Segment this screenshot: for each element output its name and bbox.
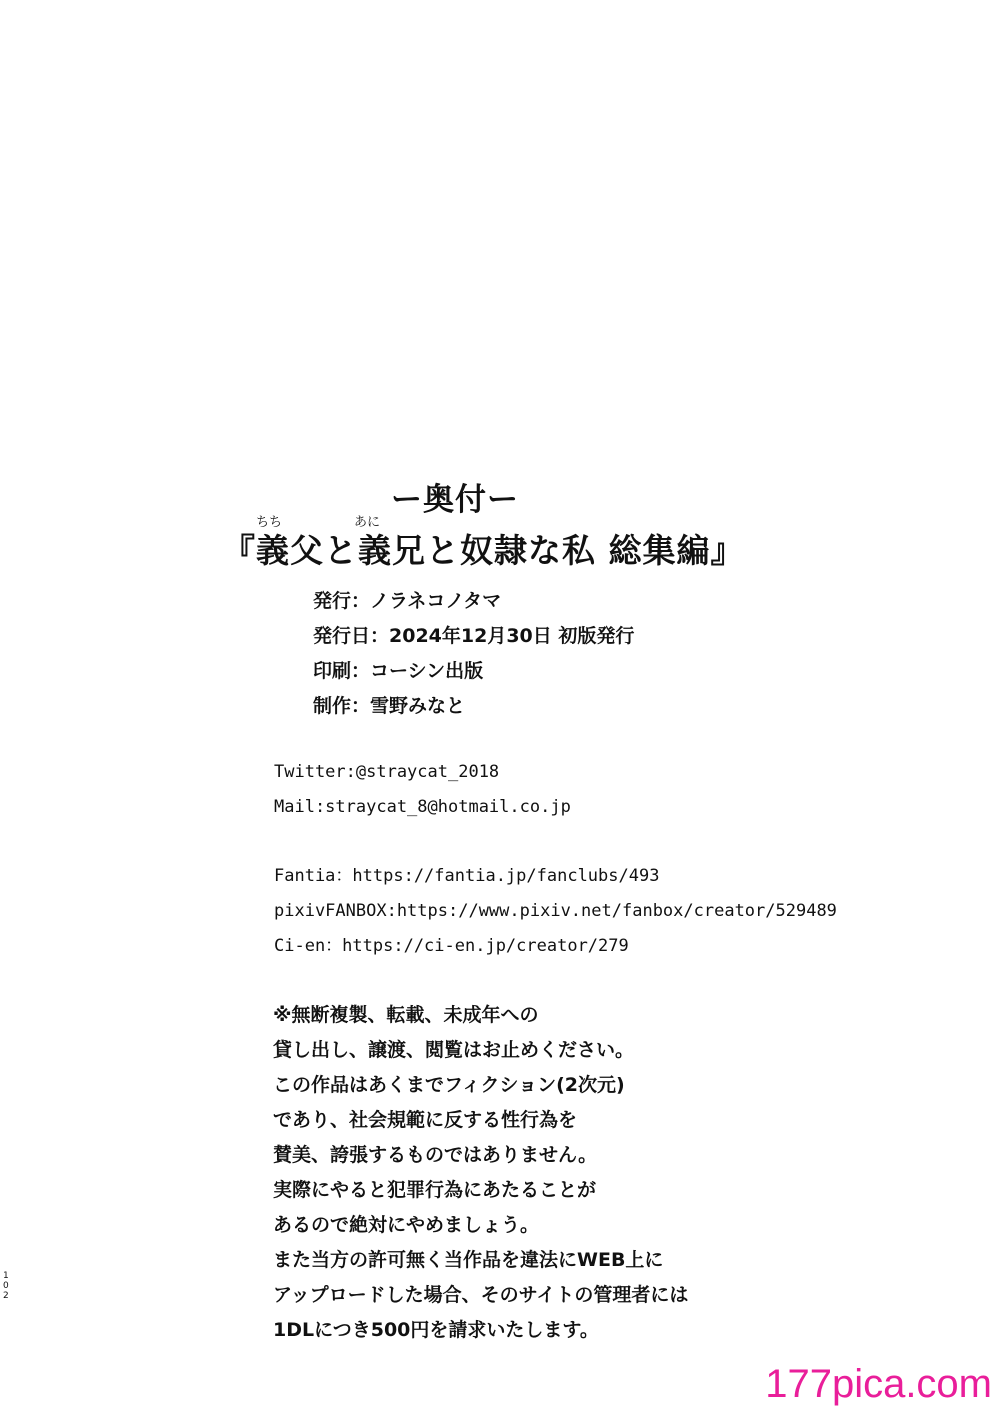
title-ruby-chichi: ちち: [256, 515, 283, 530]
notice-line: 1DLにつき500円を請求いたします。: [273, 1319, 599, 1341]
contact-list: [274, 755, 571, 825]
title-ruby-ani: あに: [354, 515, 381, 530]
fan-site-links: [274, 859, 837, 964]
credit-printer: 印刷：コーシン出版: [313, 660, 484, 682]
contact-mail[interactable]: Mail:straycat_8@hotmail.co.jp: [274, 797, 571, 817]
notice-line: ※無断複製、転載、未成年への: [273, 1004, 539, 1026]
page-number: 102: [3, 1271, 9, 1301]
book-title: 『義父と義兄と奴隷な私 総集編』: [222, 531, 745, 570]
notice-line: アップロードした場合、そのサイトの管理者には: [273, 1284, 689, 1306]
notice-line: 実際にやると犯罪行為にあたることが: [273, 1179, 597, 1201]
notice-line: 賛美、誇張するものではありません。: [273, 1144, 598, 1166]
notice-line: また当方の許可無く当作品を違法にWEB上に: [273, 1249, 664, 1271]
credit-publisher: 発行：ノラネコノタマ: [313, 590, 502, 612]
legal-notice: [273, 998, 688, 1348]
credit-author: 制作：雪野みなと: [313, 695, 466, 717]
site-watermark[interactable]: 177pica.com: [765, 1362, 992, 1406]
credits-list: [313, 584, 634, 724]
book-title-block: [222, 512, 745, 572]
colophon-heading: ー奥付ー: [391, 482, 519, 518]
notice-line: であり、社会規範に反する性行為を: [273, 1109, 578, 1131]
notice-line: 貸し出し、譲渡、閲覧はお止めください。: [273, 1039, 635, 1061]
link-ci-en[interactable]: Ci-en：https://ci-en.jp/creator/279: [274, 936, 629, 956]
link-fantia[interactable]: Fantia：https://fantia.jp/fanclubs/493: [274, 866, 660, 886]
contact-twitter[interactable]: Twitter:@straycat_2018: [274, 762, 500, 782]
link-pixiv-fanbox[interactable]: pixivFANBOX:https://www.pixiv.net/fanbox/creator/529489: [274, 901, 837, 921]
notice-line: この作品はあくまでフィクション(2次元): [273, 1074, 625, 1096]
credit-publish-date: 発行日：2024年12月30日 初版発行: [313, 625, 635, 647]
notice-line: あるので絶対にやめましょう。: [273, 1214, 540, 1236]
